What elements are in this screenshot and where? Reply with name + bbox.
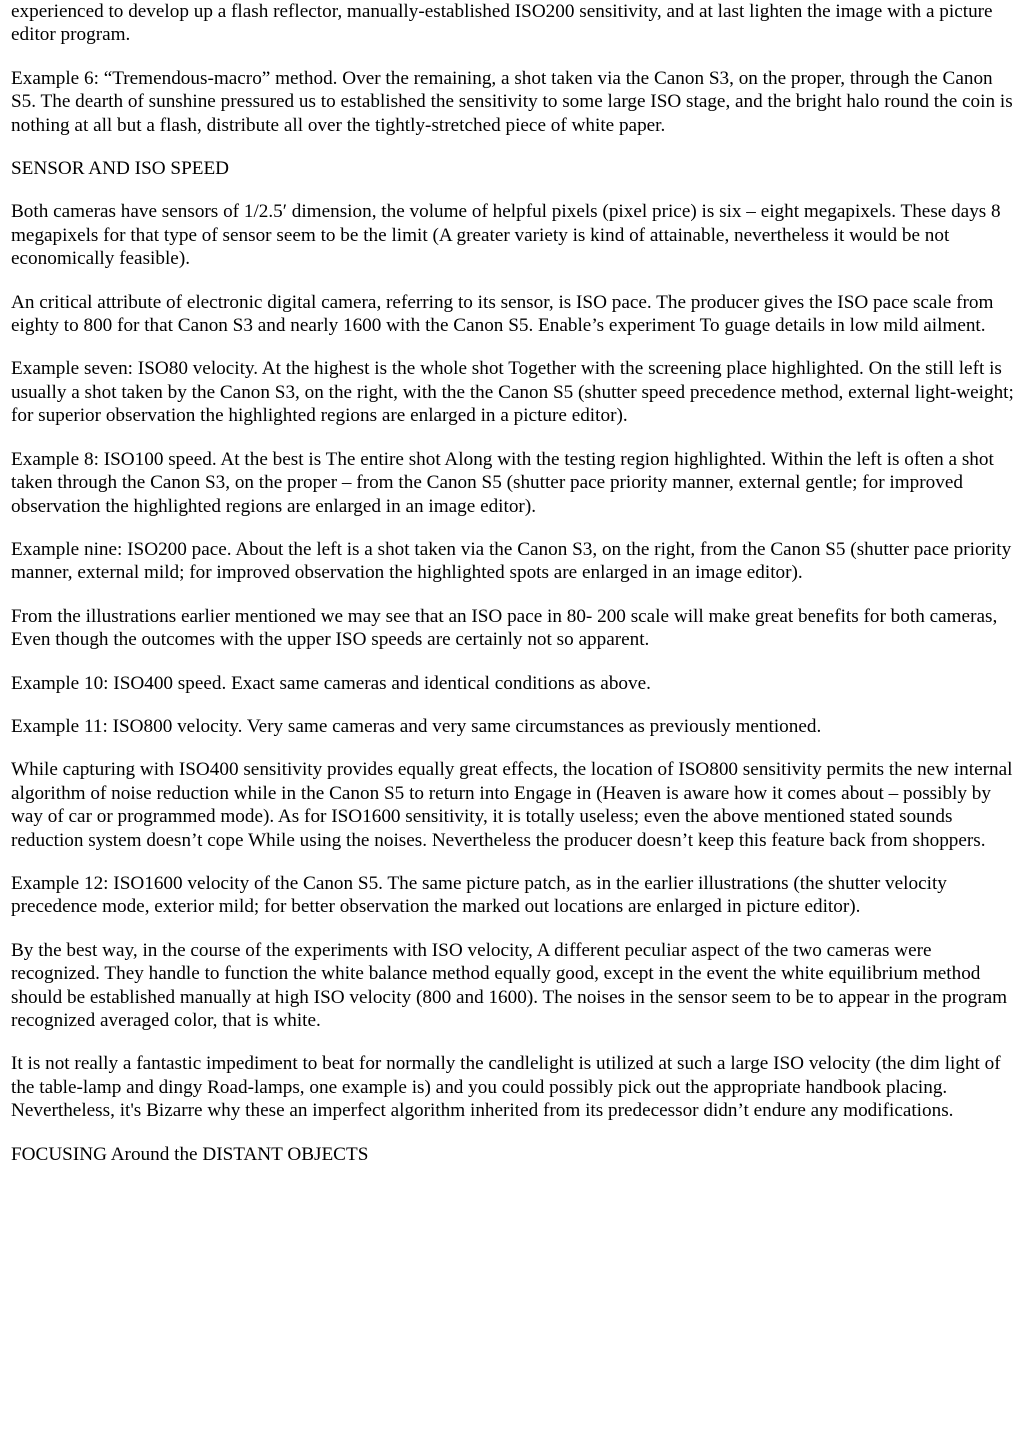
paragraph-candlelight: It is not really a fantastic impediment to beat for normally the candlelight is utilized at such a large ISO velocity (the dim light of the table-lamp and dingy Road-lamps, one example is) and you could possibly pick out the appropriate handbook placing. Nevertheless, it's Bizarre why these an imperfect algorithm inherited from its predecessor didn’t endure any modifications. (11, 1053, 1001, 1122)
section-heading-sensor-iso: SENSOR AND ISO SPEED (11, 158, 230, 180)
paragraph-iso400-iso800: While capturing with ISO400 sensitivity provides equally great effects, the location of ISO800 sensitivity permits the new internal algorithm of noise reduction while in the Canon S5 to return into Engage in (Heaven is aware how it comes about – possibly by way of car or programmed mode). As for ISO1600 sensitivity, it is totally useless; even the above mentioned stated sounds reduction system doesn’t cope While using the noises. Nevertheless the producer doesn’t keep this feature back from shoppers. (11, 759, 1013, 851)
paragraph-example-8: Example 8: ISO100 speed. At the best is The entire shot Along with the testing region highlighted. Within the left is often a shot taken through the Canon S3, on the proper – from the Canon S5 (shutter pace priority manner, external gentle; for improved observation the highlighted regions are enlarged in an image editor). (11, 448, 994, 517)
article-body (11, 0, 1016, 1186)
paragraph-example-10: Example 10: ISO400 speed. Exact same cameras and identical conditions as above. (11, 672, 651, 694)
paragraph-example-11: Example 11: ISO800 velocity. Very same cameras and very same circumstances as previously mentioned. (11, 715, 822, 737)
paragraph-sensor-size: Both cameras have sensors of 1/2.5′ dimension, the volume of helpful pixels (pixel price) is six – eight megapixels. These days 8 megapixels for that type of sensor seem to be the limit (A greater variety is kind of attainable, nevertheless it would be not economically feasible). (11, 201, 1001, 270)
paragraph-white-balance: By the best way, in the course of the experiments with ISO velocity, A different peculiar aspect of the two cameras were recognized. They handle to function the white balance method equally good, except in the event the white equilibrium method should be established manually at high ISO velocity (800 and 1600). The noises in the sensor seem to be to appear in the program recognized averaged color, that is white. (11, 939, 1008, 1031)
paragraph-example-9: Example nine: ISO200 pace. About the left is a shot taken via the Canon S3, on the right, from the Canon S5 (shutter pace priority manner, external mild; for improved observation the highlighted spots are enlarged in an image editor). (11, 538, 1012, 584)
paragraph-continuation: experienced to develop up a flash reflector, manually-established ISO200 sensitivity, and at last lighten the image with a picture editor program. (11, 1, 993, 46)
paragraph-example-6: Example 6: “Tremendous-macro” method. Over the remaining, a shot taken via the Canon S3, on the proper, through the Canon S5. The dearth of sunshine pressured us to established the sensitivity to some large ISO stage, and the bright halo round the coin is nothing at all but a flash, distribute all over the tightly-stretched piece of white paper. (11, 67, 1013, 136)
section-heading-focusing: FOCUSING Around the DISTANT OBJECTS (11, 1143, 369, 1165)
paragraph-illustrations-summary: From the illustrations earlier mentioned we may see that an ISO pace in 80- 200 scale will make great benefits for both cameras, Even though the outcomes with the upper ISO speeds are certainly not so apparent. (11, 605, 998, 651)
paragraph-example-7: Example seven: ISO80 velocity. At the highest is the whole shot Together with the screening place highlighted. On the still left is usually a shot taken by the Canon S3, on the right, with the the Canon S5 (shutter speed precedence method, external light-weight; for superior observation the highlighted regions are enlarged in a picture editor). (11, 358, 1014, 427)
paragraph-example-12: Example 12: ISO1600 velocity of the Canon S5. The same picture patch, as in the earlier illustrations (the shutter velocity precedence mode, exterior mild; for better observation the marked out locations are enlarged in picture editor). (11, 872, 947, 918)
paragraph-iso-pace: An critical attribute of electronic digital camera, referring to its sensor, is ISO pace. The producer gives the ISO pace scale from eighty to 800 for that Canon S3 and nearly 1600 with the Canon S5. Enable’s experiment To guage details in low mild ailment. (11, 291, 994, 337)
